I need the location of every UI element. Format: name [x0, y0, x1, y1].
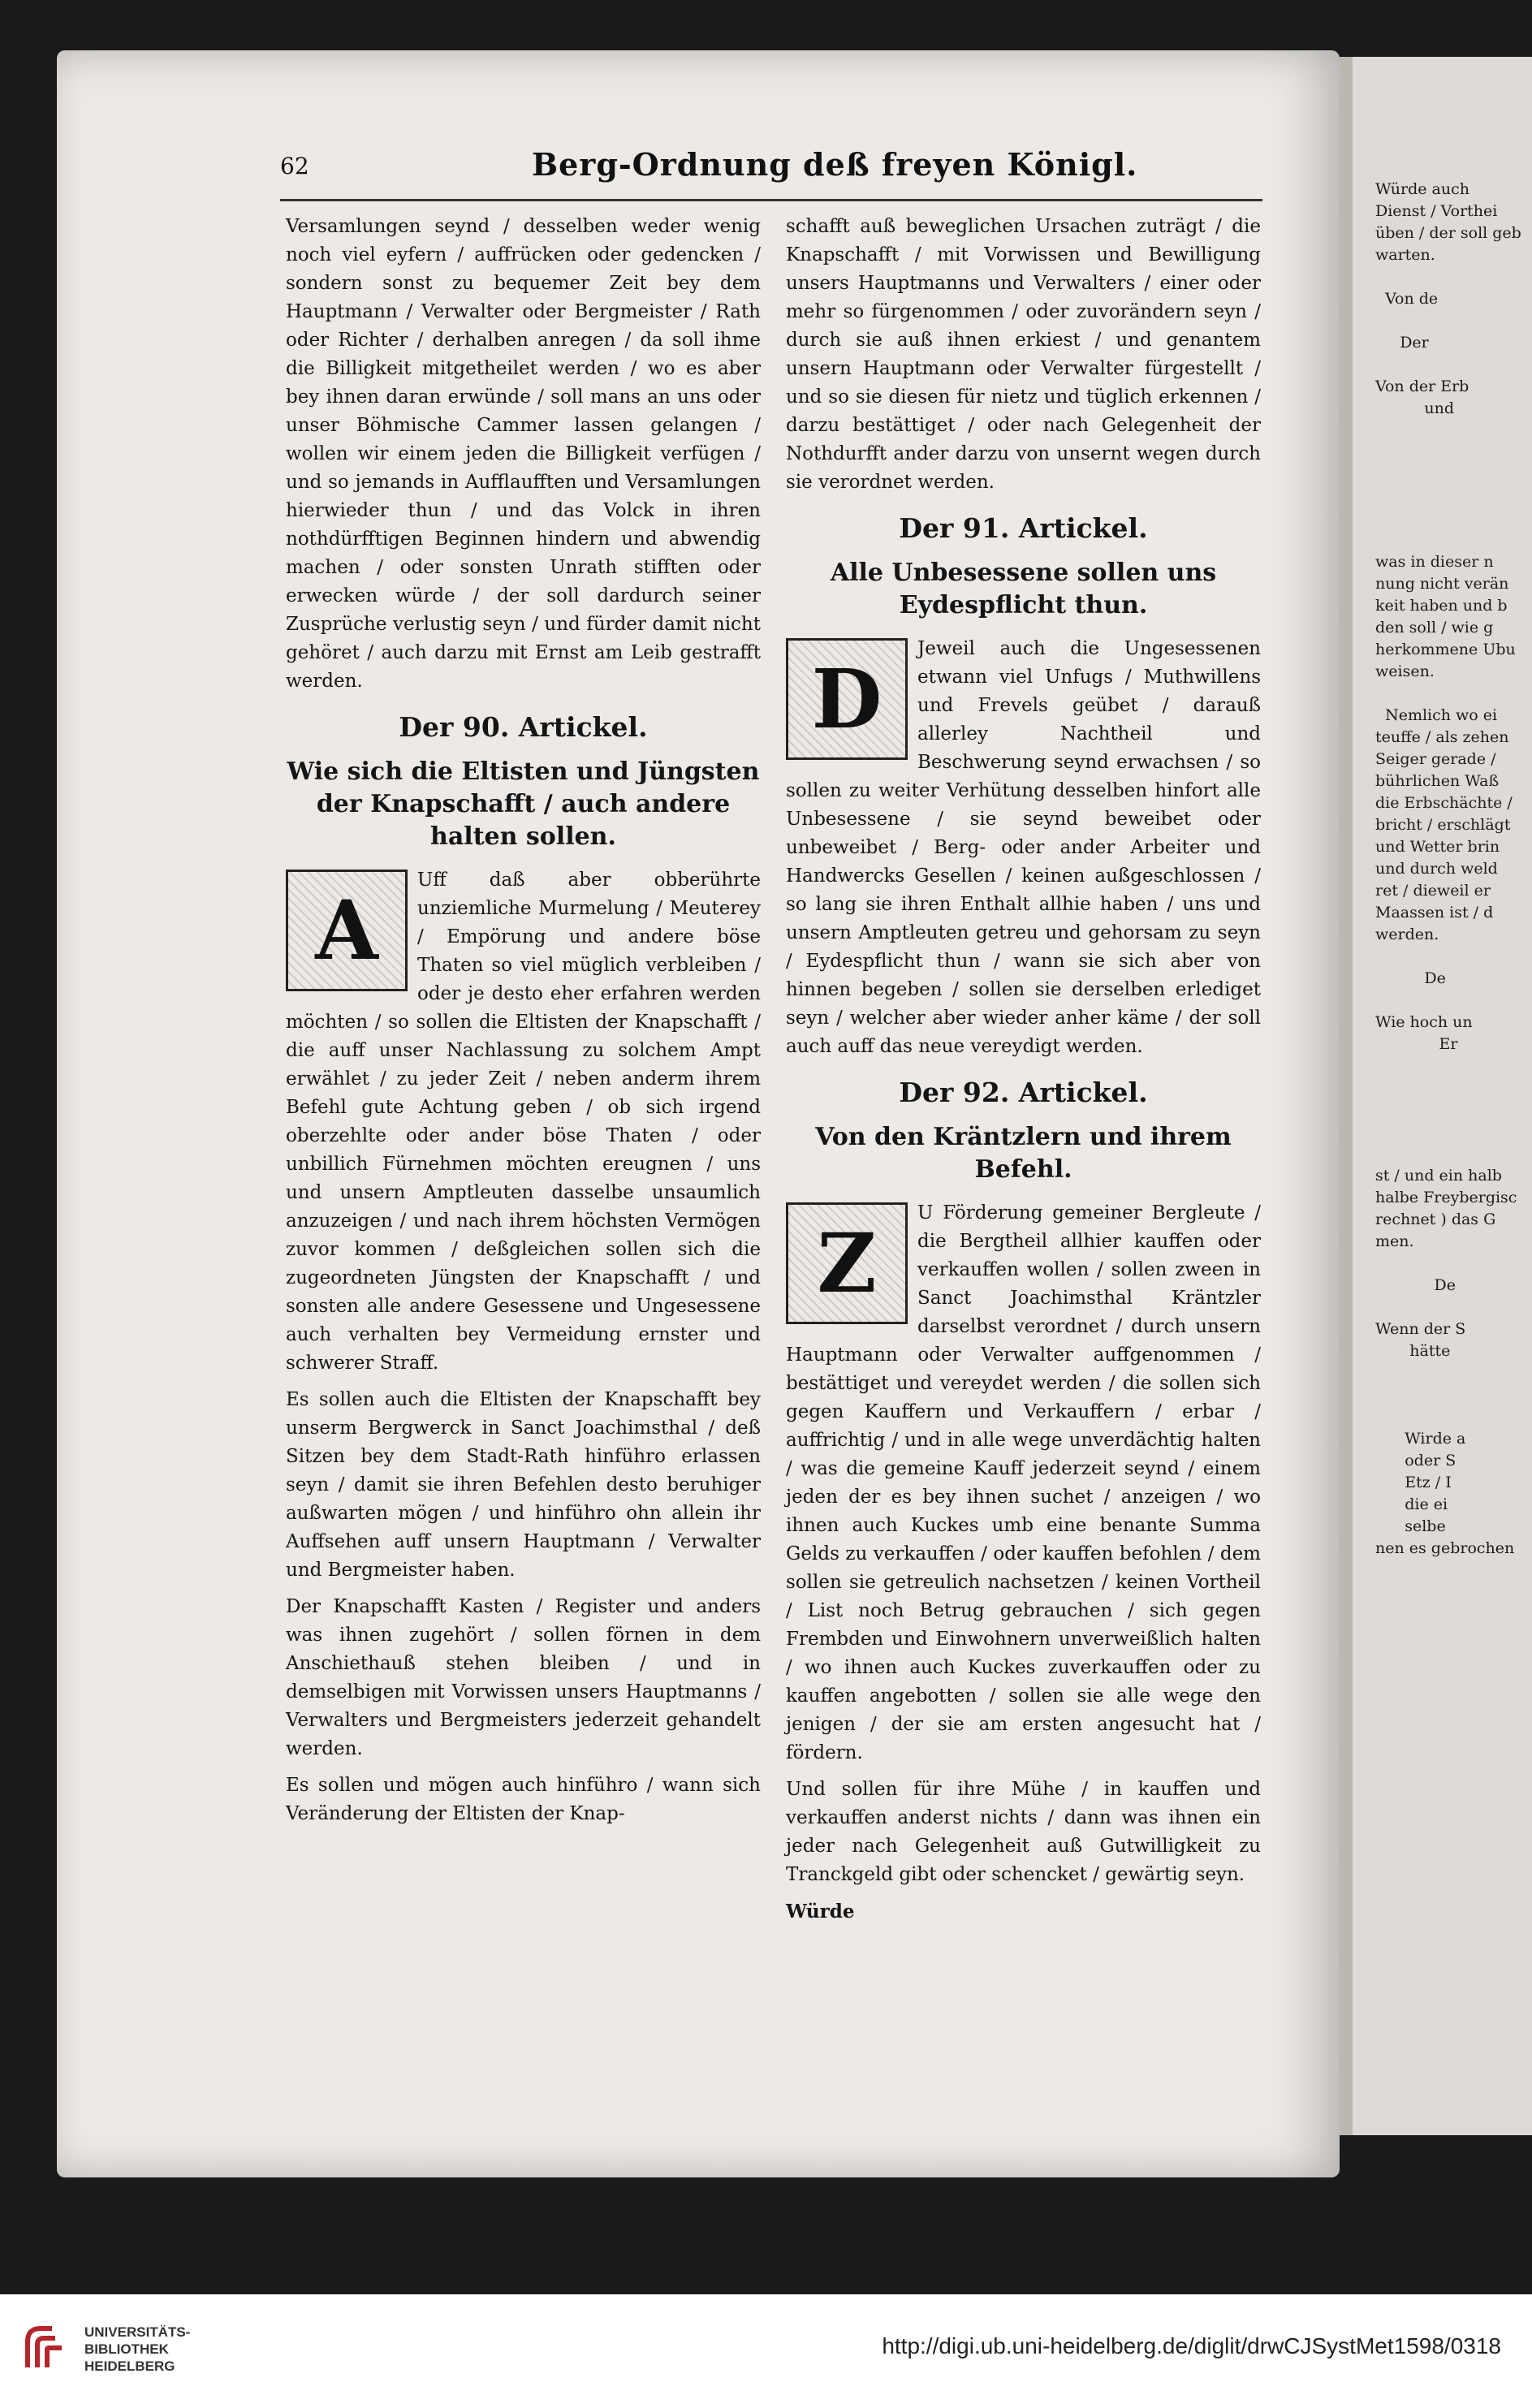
paragraph: Uff daß aber obberührte unziemliche Murmelung / Meuterey / Empörung und andere böse Thaten so viel müglich verbleiben / oder je desto eher erfahren werden möchten / so sollen die Eltisten der Knapschafft / die auff unser Nachlassung zu solchem Ampt erwählet / zu jeder Zeit / neben anderm ihrem Befehl gute Achtung geben / ob sich irgend oberzehlte oder ander böse Thaten / oder unbillich Fürnehmen möchten ereugnen / uns und unsern Amptleuten dasselbe unsaumlich anzuzeigen / und nach ihrem höchsten Vermögen zuvor kommen / deßgleichen sollen sich die zugeordneten Jüngsten der Knapschafft / und sonsten alle andere Gesessene und Ungesessene auch verhalten bey Vermeidung ernster und schwerer Straff.	[286, 870, 761, 1374]
decorated-initial: Z	[786, 1202, 908, 1324]
paragraph: Versamlungen seynd / desselben weder wenig noch viel eyfern / auffrücken oder gedencken / sondern sonst zu bequemer Zeit bey dem Hauptmann / Verwalter oder Bergmeister / Rath oder Richter / derhalben anregen / da soll ihme die Billigkeit mitgetheilet werden / wo es aber bey ihnen daran erwünde / soll mans an uns oder unser Böhmische Cammer lassen gelangen / wollen wir einem jeden die Billigkeit verfügen / und so jemands in Aufflaufften und Versamlungen hierwieder thun / und das Volck in ihren nothdürfftigen Beginnen hindern und abwendig machen / oder sonsten Unrath stifften oder erwecken würde / der soll dardurch seiner Zusprüche verlustig seyn / und fürder damit nicht gehöret / auch darzu mit Ernst am Leib gestrafft werden.	[286, 216, 761, 692]
paragraph: U Förderung gemeiner Bergleute / die Bergtheil allhier kauffen oder verkauffen wollen / sollen zween in Sanct Joachimsthal Kräntzler darselbst verordnet / durch unsern Hauptmann oder Verwalter auffgenommen / bestättiget und vereydet werden / die sollen sich gegen Kauffern und Verkauffern / erbar / auffrichtig / und in alle wege unverdächtig halten / was die gemeine Kauff jederzeit seynd / einem jeden der es bey ihnen suchet / anzeigen / wo ihnen auch Kuckes umb eine benante Summa Gelds zu verkauffen / oder kauffen befohlen / dem sollen sie getreulich nachsetzen / keinen Vortheil / List noch Betrug gebrauchen / sich gegen Frembden und Einwohnern unverweißlich halten / wo ihnen auch Kuckes zuverkauffen oder zu kauffen angebotten / sollen sie alle wege den jenigen / der sie am ersten angesucht hat / fördern.	[786, 1202, 1261, 1763]
library-name-line: UNIVERSITÄTS-	[84, 2324, 191, 2340]
article-title: Alle Unbesessene sollen uns Eydespflicht thun.	[830, 559, 1217, 619]
paragraph: Es sollen und mögen auch hinführo / wann sich Veränderung der Eltisten der Knap-	[286, 1775, 761, 1824]
paragraph: Der Knapschafft Kasten / Register und anders was ihnen zugehört / sollen förnen in dem Anschiethauß stehen bleiben / und in demselbigen mit Vorwissen unsers Hauptmanns / Verwalters und Bergmeisters jederzeit gehandelt werden.	[286, 1596, 761, 1759]
source-url-link[interactable]: http://digi.ub.uni-heidelberg.de/diglit/drwCJSystMet1598/0318	[882, 2333, 1501, 2358]
article-heading: Der 90. Artickel.	[399, 711, 648, 743]
page-number: 62	[280, 153, 309, 179]
viewer-footer	[0, 2294, 1532, 2408]
paragraph: schafft auß beweglichen Ursachen zuträgt / die Knapschafft / mit Vorwissen und Bewilligung unsers Hauptmanns und Verwalters / einer oder mehr so fürgenommen / oder zuvorändern seyn / durch sie auß ihnen erkiest / und genantem unsern Hauptmann oder Verwalter fürgestellt / und so sie diesen für nietz und tüglich erkennen / darzu bestättiget / oder nach Gelegenheit der Nothdurfft ander darzu von unsernt wegen durch sie verordnet werden.	[786, 216, 1261, 493]
library-name[interactable]	[84, 2324, 190, 2375]
article-title: Wie sich die Eltisten und Jüngsten der Knapschafft / auch andere halten sollen.	[287, 757, 760, 851]
next-page-text: Würde auch Dienst / Vorthei üben / der soll geb warten. Von de Der Von der Erb und was in dieser n nung nicht verän keit haben und b den soll / wie g herkommene Ubu weisen. Nemlich wo ei teuffe / als zehen Seiger gerade / bührlichen Waß die Erbschächte / bricht / erschlägt und Wetter brin und durch weld ret / dieweil er Maassen ist / d werden. De Wie hoch un Er st / und ein halb halbe Freybergisc rechnet ) das G men. De Wenn der S hätte Wirde a oder S Etz / I die ei selbe nen es gebrochen	[1375, 180, 1521, 1557]
paragraph: Jeweil auch die Ungesessenen etwann viel Unfugs / Muthwillens und Frevels geübet / darauß allerley Nachtheil und Beschwerung seynd erwachsen / so sollen zu weiter Verhütung desselben hinfort alle Unbesessene / sie seynd beweibet oder unbeweibet / Berg- oder ander Arbeiter und Handwercks Gesellen / keinen außgeschlossen / so lang sie ihren Enthalt allhie haben / uns und unsern Amptleuten getreu und gehorsam zu seyn / Eydespflicht thun / wann sie sich aber von hinnen begeben / sollen sie derselben erlediget seyn / welcher aber wieder anher käme / der soll auch auff das neue vereydigt werden.	[786, 638, 1261, 1057]
library-name-line: BIBLIOTHEK	[84, 2341, 169, 2357]
article-title: Von den Kräntzlern und ihrem Befehl.	[815, 1123, 1232, 1184]
left-column	[286, 213, 761, 1836]
running-title: Berg-Ordnung deß freyen Königl.	[532, 146, 1138, 183]
paragraph: Es sollen auch die Eltisten der Knapschafft bey unserm Bergwerck in Sanct Joachimsthal / deß Sitzen bey dem Stadt-Rath hinführo erlassen seyn / damit sie ihren Befehlen desto beruhiger außwarten mögen / und hinführo ohn allein ihr Auffsehen auff unsern Hauptmann / Verwalter und Bergmeister haben.	[286, 1389, 761, 1581]
catchword: Würde	[786, 1901, 855, 1923]
decorated-initial: D	[786, 638, 908, 760]
article-heading: Der 91. Artickel.	[899, 512, 1148, 544]
decorated-initial: A	[286, 870, 408, 991]
paragraph: Und sollen für ihre Mühe / in kauffen und verkauffen anderst nichts / dann was ihnen ein jeder nach Gelegenheit auß Gutwilligkeit zu Tranckgeld gibt oder schencket / gewärtig seyn.	[786, 1779, 1261, 1885]
header-rule	[280, 199, 1262, 201]
article-heading: Der 92. Artickel.	[899, 1077, 1148, 1108]
page-header	[280, 146, 1230, 195]
right-column	[786, 213, 1261, 1934]
library-name-line: HEIDELBERG	[84, 2358, 175, 2374]
ub-heidelberg-logo-icon[interactable]	[19, 2320, 75, 2376]
book-page-right-fragment	[1340, 57, 1532, 2135]
